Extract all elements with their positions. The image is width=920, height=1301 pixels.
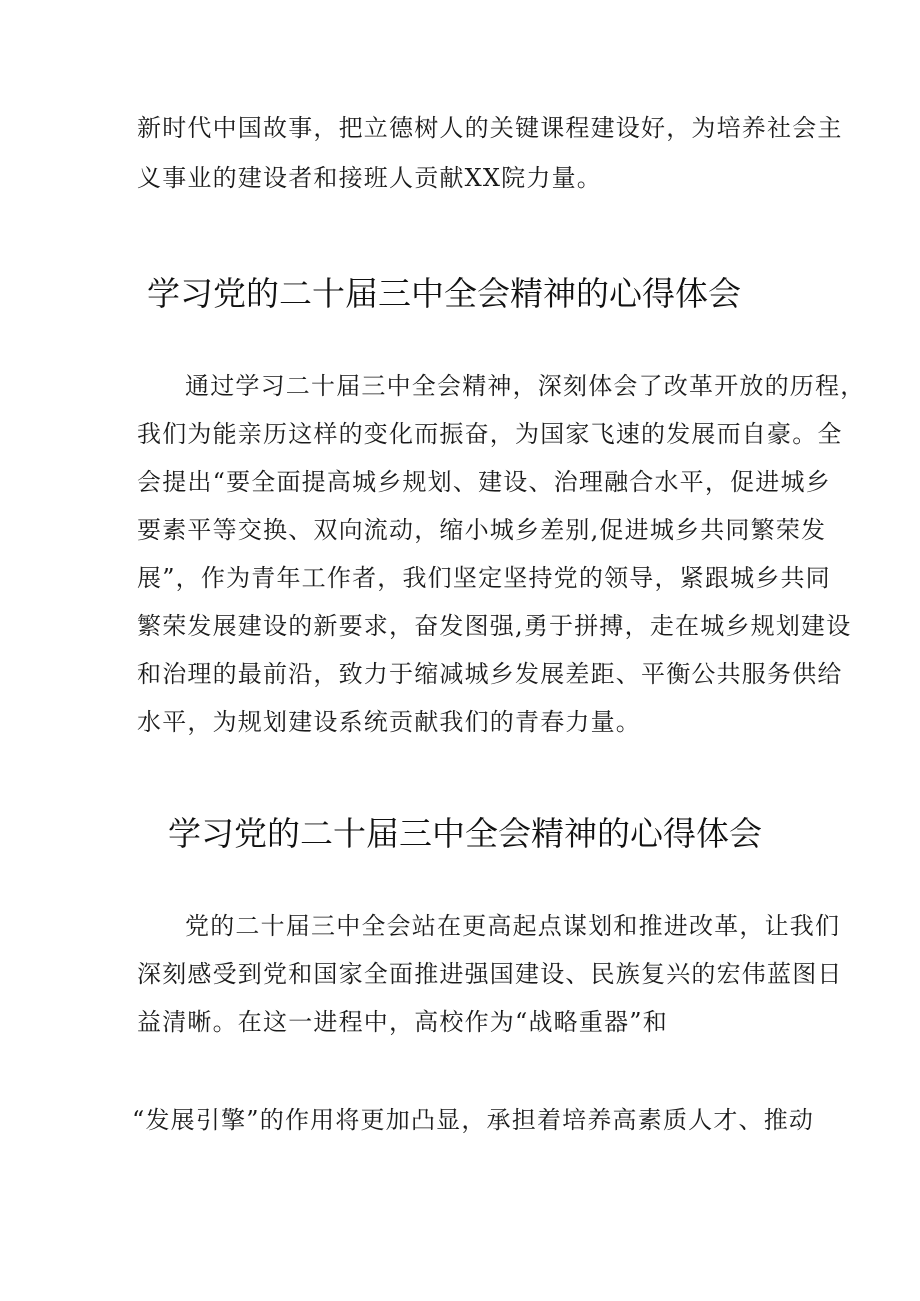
paragraph-line: 义事业的建设者和接班人贡献XX院力量。: [137, 164, 602, 192]
section-heading: 学习党的二十届三中全会精神的心得体会: [147, 274, 741, 313]
paragraph-line: 益清晰。在这一进程中，高校作为“战略重器”和: [137, 1008, 668, 1036]
paragraph-line: “发展引擎”的作用将更加凸显，承担着培养高素质人才、推动: [132, 1106, 815, 1134]
paragraph-line: 新时代中国故事，把立德树人的关键课程建设好，为培养社会主: [137, 114, 843, 142]
paragraph-line: 会提出“要全面提高城乡规划、建设、治理融合水平，促进城乡: [137, 468, 831, 496]
paragraph-line: 通过学习二十届三中全会精神，深刻体会了改革开放的历程，: [185, 372, 866, 400]
paragraph-line: 水平，为规划建设系统贡献我们的青春力量。: [137, 708, 641, 736]
paragraph-line: 展”，作为青年工作者，我们坚定坚持党的领导，紧跟城乡共同: [137, 564, 831, 592]
paragraph-line: 要素平等交换、双向流动，缩小城乡差别,促进城乡共同繁荣发: [137, 516, 827, 544]
section-heading: 学习党的二十届三中全会精神的心得体会: [168, 814, 762, 853]
paragraph-line: 和治理的最前沿，致力于缩减城乡发展差距、平衡公共服务供给: [137, 660, 843, 688]
paragraph-line: 深刻感受到党和国家全面推进强国建设、民族复兴的宏伟蓝图日: [137, 960, 843, 988]
paragraph-line: 繁荣发展建设的新要求，奋发图强,勇于拼搏，走在城乡规划建设: [137, 612, 852, 640]
paragraph-line: 我们为能亲历这样的变化而振奋，为国家飞速的发展而自豪。全: [137, 420, 843, 448]
paragraph-line: 党的二十届三中全会站在更高起点谋划和推进改革，让我们: [185, 912, 841, 940]
